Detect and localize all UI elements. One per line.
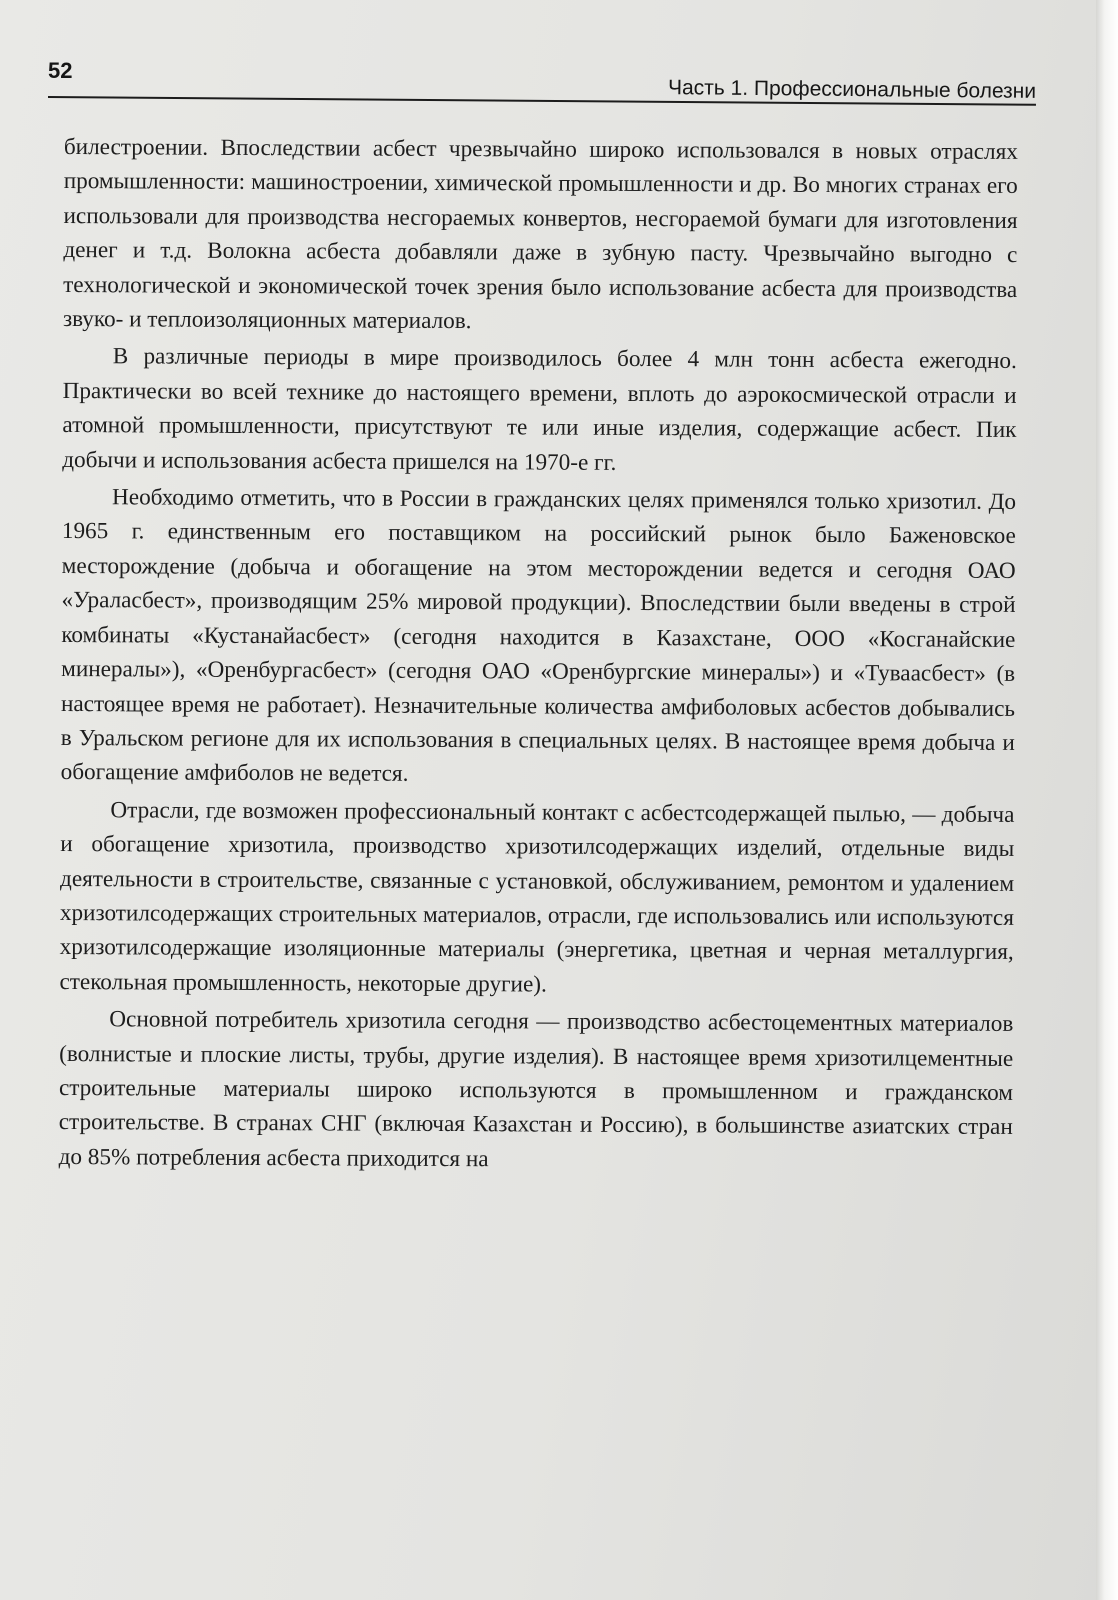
- paragraph-5: Основной потребитель хризотила сегодня — производство асбестоцементных материалов (волнистые и плоские листы, трубы, другие изделия). В настоящее время хризотилцементные строительные материалы широко используются в промышленном и гражданском строительстве. В странах СНГ (включая Казахстан и Россию), в большинстве азиатских стран до 85% потребления асбеста приходится на: [58, 1006, 1014, 1173]
- page-header: [48, 58, 1038, 106]
- page-body: [59, 130, 1018, 1182]
- paragraph-3: Необходимо отметить, что в России в гражданских целях применялся только хризотил. До 1965 г. единственным его поставщиком на российский рынок было Баженовское месторождение (добыча и обогащение на этом месторождении ведется и сегодня ОАО «Ураласбест», производящим 25% мировой продукции). Впоследствии были введены в строй комбинаты «Кустанайасбест» (сегодня находится в Казахстане, ООО «Косганайские минералы»), «Оренбургасбест» (сегодня ОАО «Оренбургские минералы») и «Туваасбест» (в настоящее время не работает). Незначительные количества амфиболовых асбестов добывались в Уральском регионе для их использования в специальных целях. В настоящее время добыча и обогащение амфиболов не ведется.: [60, 484, 1017, 788]
- running-head: Часть 1. Профессиональные болезни: [667, 76, 1037, 103]
- paragraph-1: билестроении. Впоследствии асбест чрезвычайно широко использовался в новых отраслях промышленности: машиностроении, химической промышленности и др. Во многих странах его использовали для производства несгораемых конвертов, несгораемой бумаги для изготовления денег и т.д. Волокна асбеста добавляли даже в зубную пасту. Чрезвычайно выгодно с технологической и экономической точек зрения было использование асбеста для производства звуко- и теплоизоляционных материалов.: [62, 133, 1018, 335]
- paragraph-2: В различные периоды в мире производилось более 4 млн тонн асбеста ежегодно. Практически во всей технике до настоящего времени, вплоть до аэрокосмической отрасли и атомной промышленности, присутствуют те или иные изделия, содержащие асбест. Пик добычи и использования асбеста пришелся на 1970-е гг.: [62, 343, 1017, 476]
- paragraph-4: Отрасли, где возможен профессиональный контакт с асбестсодержащей пылью, — добыча и обогащение хризотила, производство хризотилсодержащих изделий, отдельные виды деятельности в строительстве, связанные с установкой, обслуживанием, ремонтом и удалением хризотилсодержащих строительных материалов, отрасли, где использовались или используются хризотилсодержащие изоляционные материалы (энергетика, цветная и черная металлургия, стекольная промышленность, некоторые другие).: [59, 796, 1015, 998]
- page-number: 52: [48, 58, 73, 83]
- page-edge: [1096, 0, 1118, 1600]
